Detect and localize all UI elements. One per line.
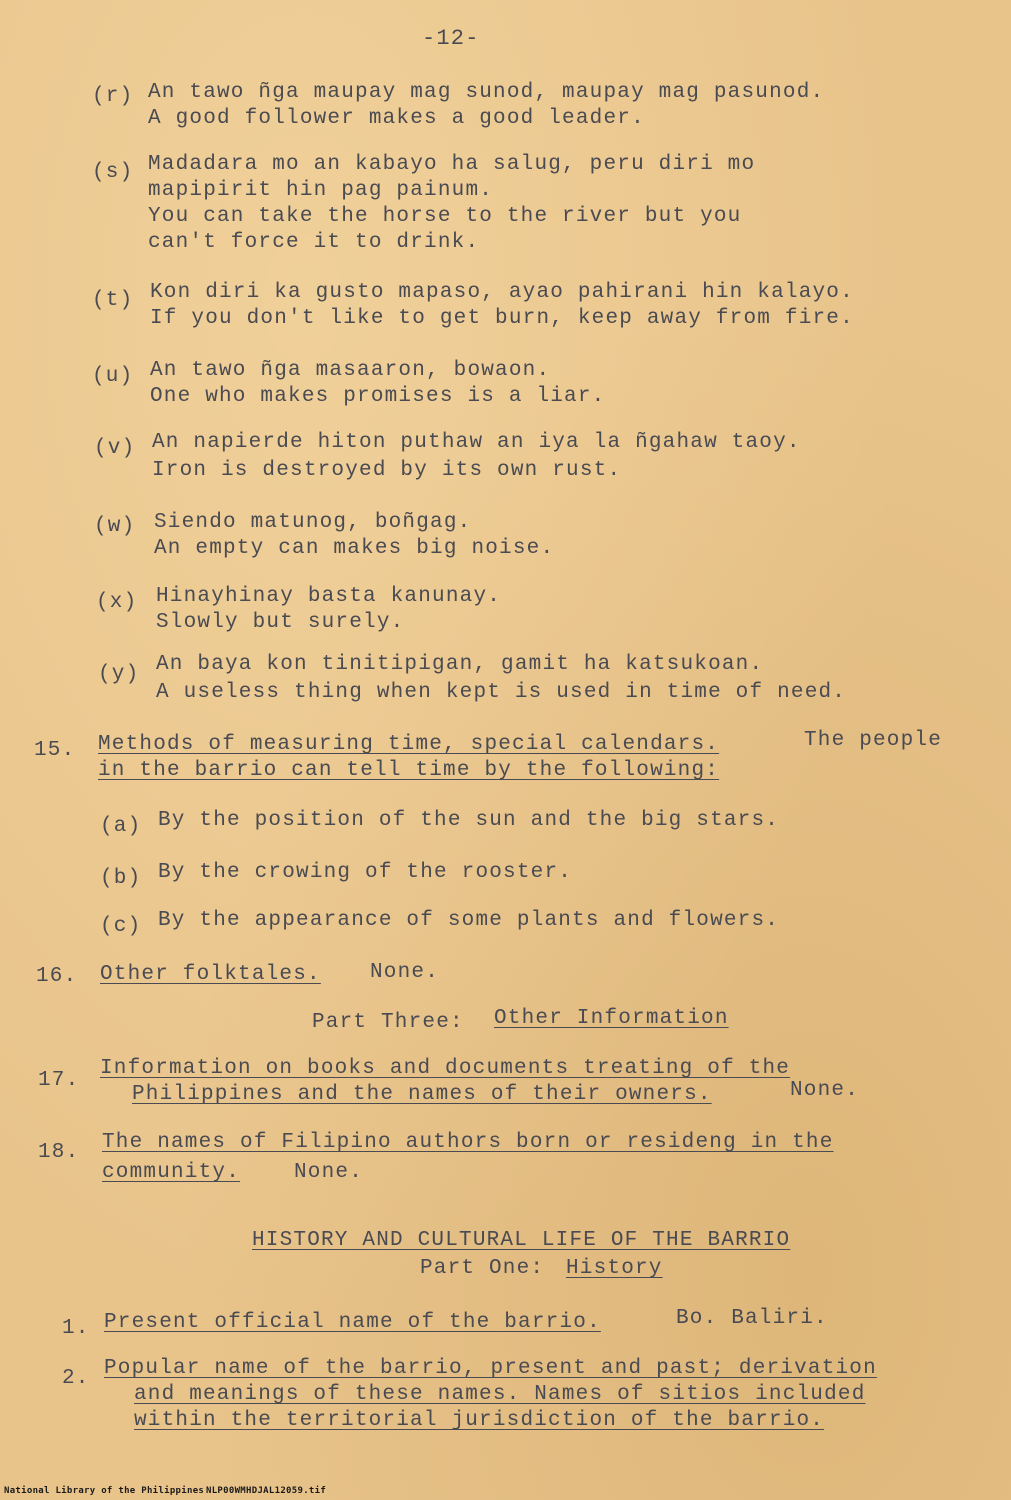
proverb-letter: (y) — [98, 663, 140, 686]
item-number: 2. — [62, 1367, 90, 1390]
proverb-letter: (r) — [92, 85, 134, 108]
proverb-line: One who makes promises is a liar. — [150, 385, 606, 408]
subitem-text: By the appearance of some plants and flowers. — [158, 909, 780, 932]
item-number: 18. — [38, 1141, 80, 1164]
proverb-letter: (v) — [94, 437, 136, 460]
proverb-line: An baya kon tinitipigan, gamit ha katsukoan. — [156, 653, 764, 676]
proverb-line: You can take the horse to the river but you — [148, 205, 742, 228]
subitem-letter: (c) — [100, 915, 142, 938]
proverb-letter: (u) — [92, 365, 134, 388]
part-title: Other Information — [494, 1007, 729, 1030]
proverb-line: Iron is destroyed by its own rust. — [152, 459, 622, 482]
proverb-line: Hinayhinay basta kanunay. — [156, 585, 502, 608]
footer-file: NLP00WMHDJAL12059.tif — [206, 1486, 327, 1496]
proverb-line: Slowly but surely. — [156, 611, 405, 634]
proverb-line: can't force it to drink. — [148, 231, 480, 254]
item-heading: Popular name of the barrio, present and past; derivation — [104, 1357, 877, 1380]
item-heading: and meanings of these names. Names of sitios included — [134, 1383, 866, 1406]
part-label: Part One: — [420, 1257, 545, 1280]
proverb-line: Kon diri ka gusto mapaso, ayao pahirani hin kalayo. — [150, 281, 854, 304]
item-heading: within the territorial jurisdiction of the barrio. — [134, 1409, 825, 1432]
item-heading: Other folktales. — [100, 963, 321, 986]
proverb-line: An empty can makes big noise. — [154, 537, 555, 560]
proverb-letter: (t) — [92, 289, 134, 312]
proverb-line: An tawo ñga maupay mag sunod, maupay mag pasunod. — [148, 81, 825, 104]
item-text: None. — [370, 961, 440, 984]
subitem-letter: (b) — [100, 867, 142, 890]
part-title: History — [566, 1257, 663, 1280]
proverb-line: An tawo ñga masaaron, bowaon. — [150, 359, 551, 382]
proverb-line: mapipirit hin pag painum. — [148, 179, 494, 202]
subitem-text: By the position of the sun and the big stars. — [158, 809, 780, 832]
section-title: HISTORY AND CULTURAL LIFE OF THE BARRIO — [252, 1229, 791, 1252]
proverb-line: An napierde hiton puthaw an iya la ñgahaw taoy. — [152, 431, 801, 454]
item-heading: The names of Filipino authors born or resideng in the — [102, 1131, 834, 1154]
item-number: 17. — [38, 1069, 80, 1092]
item-number: 16. — [36, 965, 78, 988]
item-heading: Philippines and the names of their owners. — [132, 1083, 712, 1106]
proverb-letter: (x) — [96, 591, 138, 614]
proverb-line: A good follower makes a good leader. — [148, 107, 645, 130]
proverb-line: Siendo matunog, boñgag. — [154, 511, 472, 534]
proverb-line: Madadara mo an kabayo ha salug, peru diri mo — [148, 153, 756, 176]
item-text: The people — [804, 729, 943, 752]
item-heading: Present official name of the barrio. — [104, 1311, 601, 1334]
item-text: None. — [790, 1079, 860, 1102]
proverb-line: If you don't like to get burn, keep away from fire. — [150, 307, 854, 330]
proverb-letter: (s) — [92, 161, 134, 184]
item-heading: Information on books and documents treating of the — [100, 1057, 791, 1080]
item-text: Bo. Baliri. — [676, 1307, 828, 1330]
footer-library: National Library of the Philippines — [4, 1486, 205, 1496]
item-heading: community. — [102, 1161, 241, 1184]
subitem-letter: (a) — [100, 815, 142, 838]
item-text: in the barrio can tell time by the following: — [98, 759, 720, 782]
page-number: -12- — [422, 26, 480, 51]
item-number: 1. — [62, 1317, 90, 1340]
item-number: 15. — [34, 739, 76, 762]
proverb-line: A useless thing when kept is used in time of need. — [156, 681, 847, 704]
item-heading: Methods of measuring time, special calendars. — [98, 733, 720, 756]
subitem-text: By the crowing of the rooster. — [158, 861, 573, 884]
proverb-letter: (w) — [94, 515, 136, 538]
item-text: None. — [294, 1161, 364, 1184]
part-label: Part Three: — [312, 1011, 464, 1034]
